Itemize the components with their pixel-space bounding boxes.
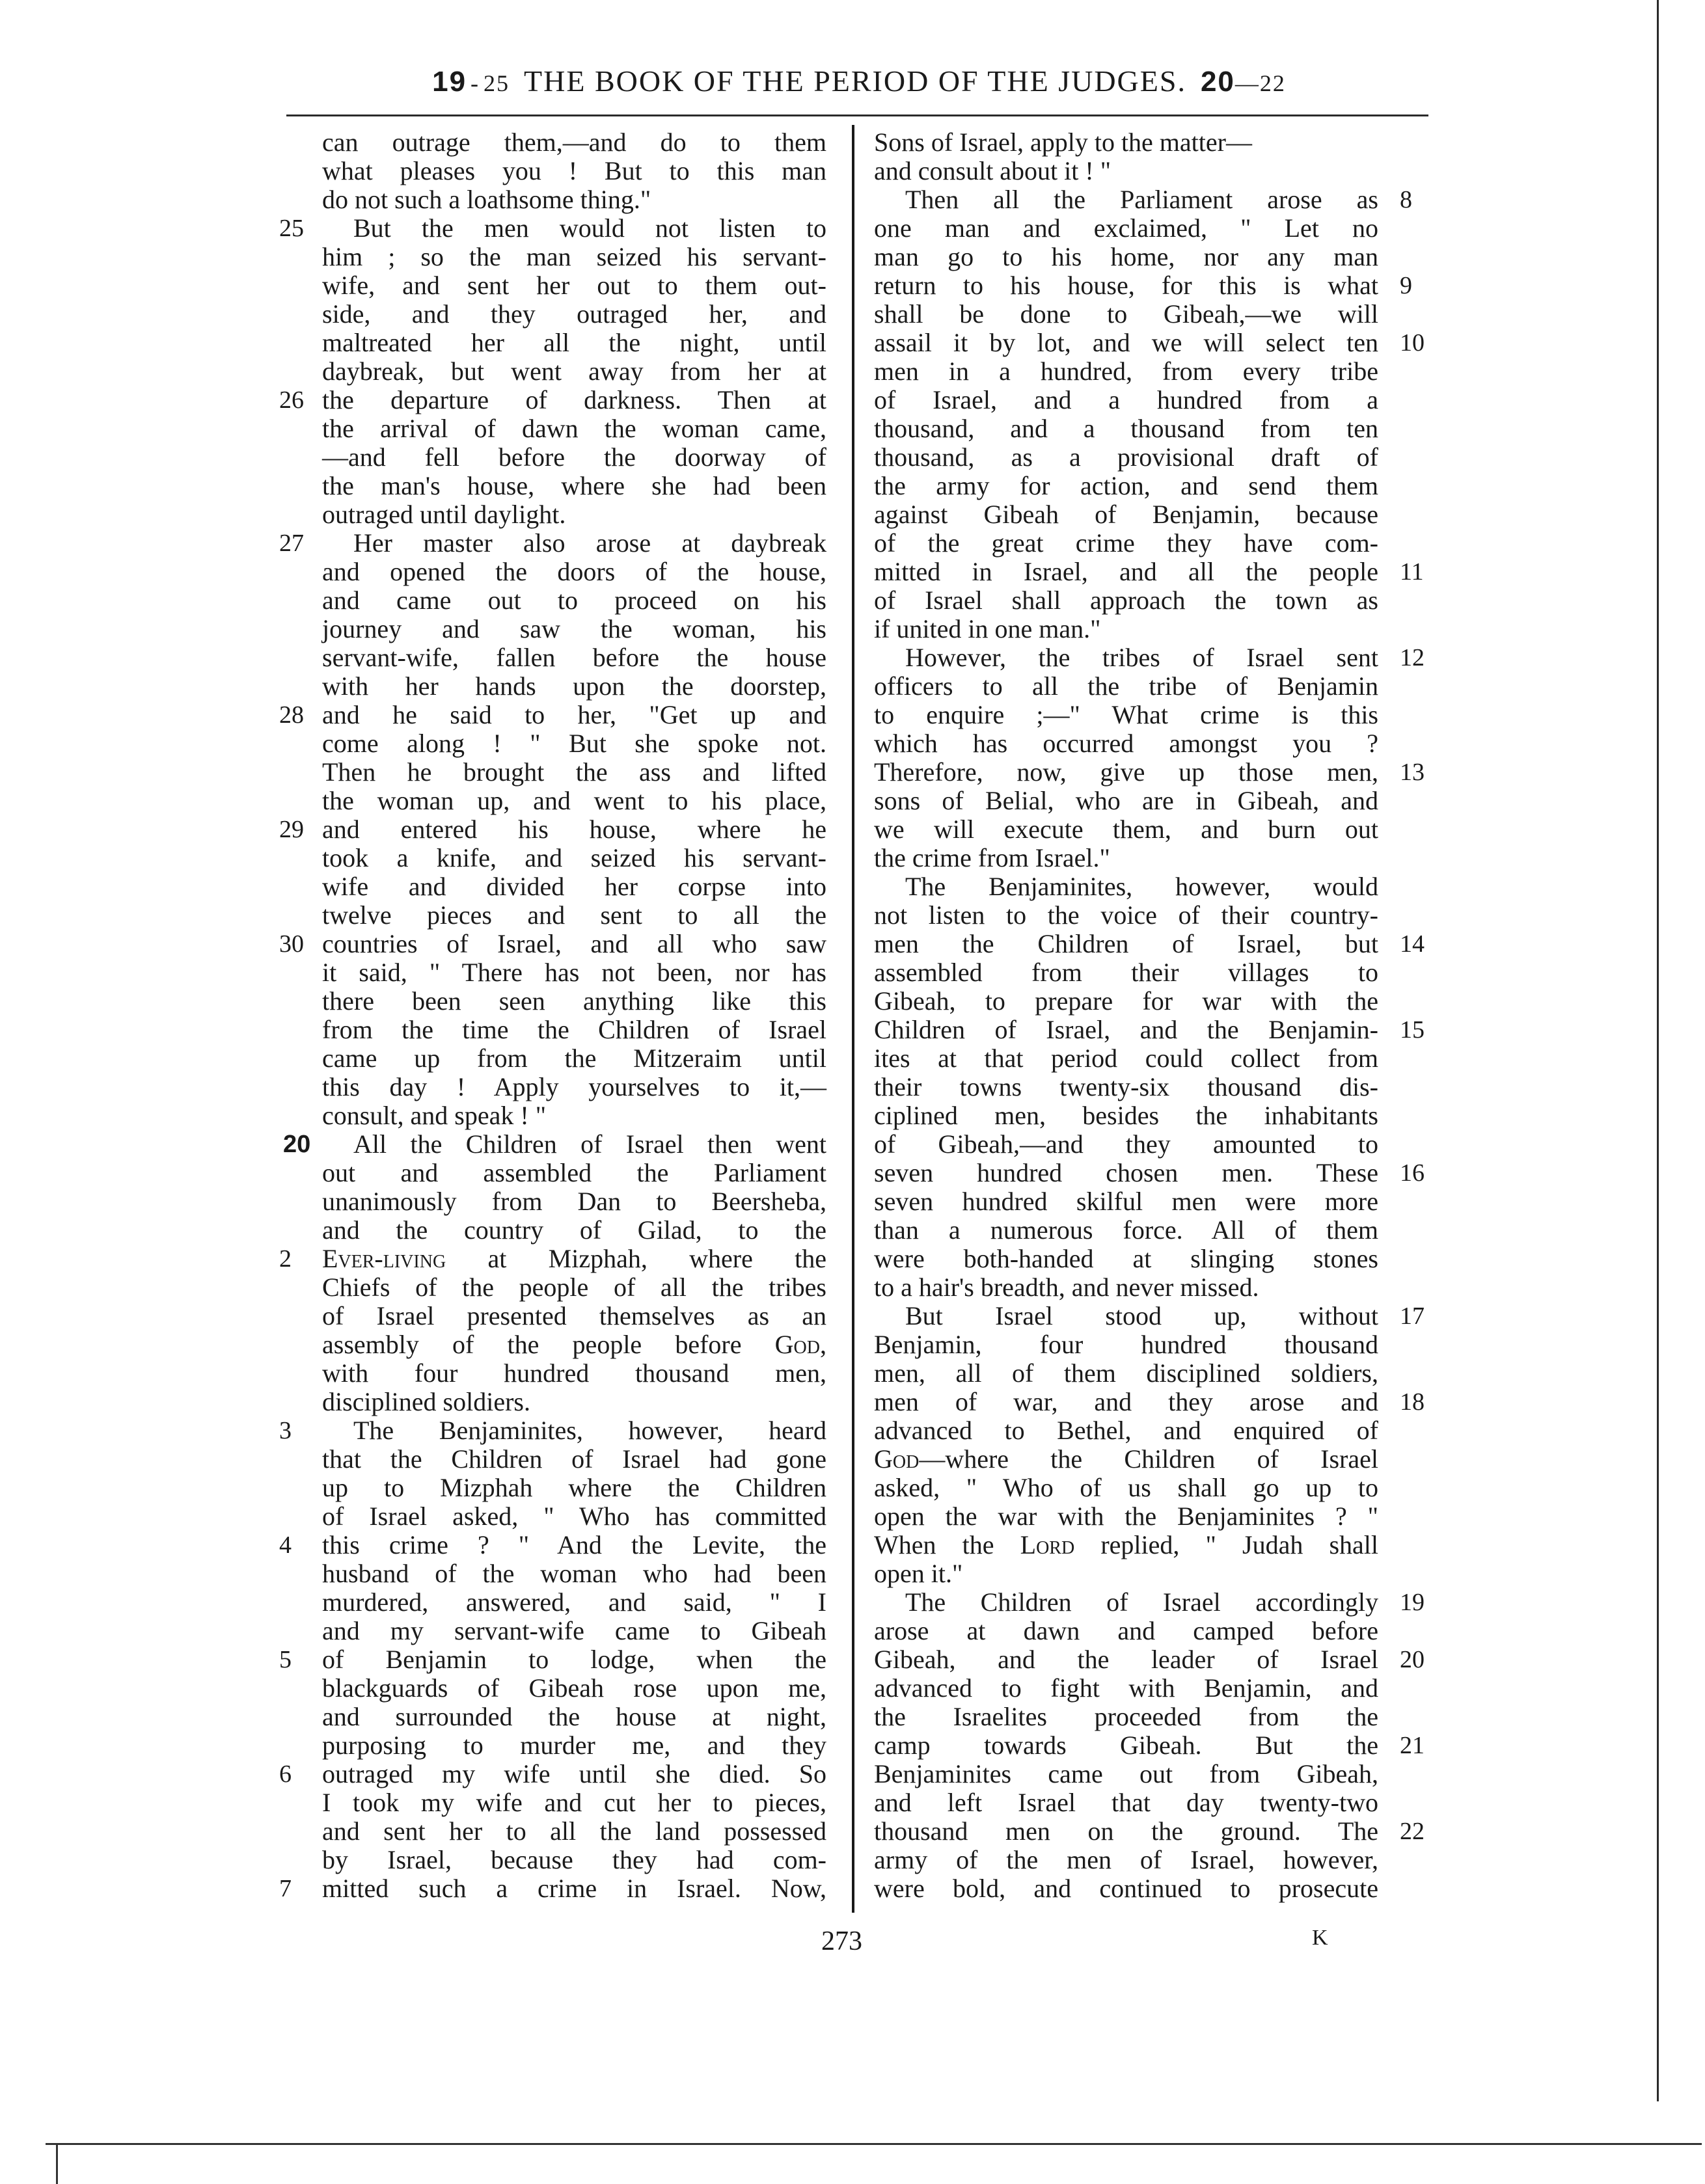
line-text: not listen to the voice of their country- xyxy=(874,900,1378,930)
line-text: advanced to Bethel, and enquired of xyxy=(874,1416,1378,1445)
text-line xyxy=(874,500,1378,529)
line-text: advanced to fight with Benjamin, and xyxy=(874,1673,1378,1703)
text-line xyxy=(874,1816,1425,1846)
text-line xyxy=(874,1559,1378,1588)
text-line xyxy=(874,1531,1378,1559)
line-text: However, the tribes of Israel sent xyxy=(905,643,1378,672)
text-line xyxy=(322,558,826,586)
header-end-verse: 22 xyxy=(1259,70,1286,96)
text-line xyxy=(322,987,826,1016)
text-line xyxy=(322,1388,826,1416)
line-text: and consult about it ! " xyxy=(874,156,1112,185)
line-text: and entered his house, where he xyxy=(322,815,826,844)
line-text: wife, and sent her out to them out- xyxy=(322,271,826,300)
text-line xyxy=(874,1216,1378,1245)
line-text: were both-handed at slinging stones xyxy=(874,1244,1378,1273)
text-line xyxy=(874,701,1378,729)
text-line xyxy=(279,815,826,844)
text-line xyxy=(322,729,826,758)
line-text: were bold, and continued to prosecute xyxy=(874,1874,1378,1903)
text-line xyxy=(874,1273,1378,1302)
text-line xyxy=(322,1187,826,1216)
text-line xyxy=(322,271,826,300)
line-text: to a hair's breadth, and never missed. xyxy=(874,1273,1259,1302)
text-line xyxy=(874,643,1425,672)
line-text: with her hands upon the doorstep, xyxy=(322,671,826,701)
line-text: of the great crime they have com- xyxy=(874,528,1378,558)
line-text: if united in one man." xyxy=(874,614,1101,643)
text-line xyxy=(874,1330,1378,1359)
text-line xyxy=(874,1387,1425,1416)
line-text: the departure of darkness. Then at xyxy=(322,385,826,414)
line-text: of Benjamin to lodge, when the xyxy=(322,1645,826,1674)
text-line xyxy=(874,157,1378,185)
text-line xyxy=(283,1129,826,1159)
text-line xyxy=(322,243,826,271)
text-line xyxy=(322,1101,826,1130)
line-text: do not such a loathsome thing." xyxy=(322,185,651,214)
line-text: Gibeah, to prepare for war with the xyxy=(874,986,1378,1016)
small-caps-word: God xyxy=(774,1330,820,1359)
line-text: side, and they outraged her, and xyxy=(322,299,826,329)
line-text: murdered, answered, and said, " I xyxy=(322,1587,826,1617)
header-rule xyxy=(286,115,1428,116)
text-line xyxy=(874,1846,1378,1874)
left-column xyxy=(279,128,826,1903)
line-text: All the Children of Israel then went xyxy=(353,1129,826,1159)
text-line xyxy=(322,787,826,815)
text-line xyxy=(874,729,1378,758)
scan-bottom-edge xyxy=(46,2143,1702,2145)
line-text: assembly of the people before xyxy=(322,1330,775,1359)
text-line xyxy=(279,1759,826,1788)
line-text: from the time the Children of Israel xyxy=(322,1015,826,1044)
text-line xyxy=(322,1073,826,1101)
verse-number: 26 xyxy=(279,386,304,414)
text-line xyxy=(322,1159,826,1187)
text-line xyxy=(874,185,1412,214)
line-text: assail it by lot, and we will select ten xyxy=(874,328,1378,357)
text-line xyxy=(874,357,1378,386)
line-text: and sent her to all the land possessed xyxy=(322,1816,826,1846)
line-text: men in a hundred, from every tribe xyxy=(874,357,1378,386)
small-caps-word: Lord xyxy=(1020,1530,1075,1559)
column-divider xyxy=(852,125,854,1913)
line-text: him ; so the man seized his servant- xyxy=(322,242,826,271)
line-text: open it." xyxy=(874,1559,963,1588)
header-start-verse: 25 xyxy=(484,70,510,96)
text-line xyxy=(322,157,826,185)
verse-number: 2 xyxy=(279,1245,292,1273)
text-line xyxy=(874,1158,1425,1187)
text-line xyxy=(322,443,826,472)
line-text: than a numerous force. All of them xyxy=(874,1215,1378,1245)
verse-number: 5 xyxy=(279,1646,292,1673)
text-line xyxy=(874,243,1378,271)
line-text: came up from the Mitzeraim until xyxy=(322,1044,826,1073)
text-line xyxy=(322,1044,826,1073)
text-line xyxy=(874,929,1425,958)
line-text: come along ! " But she spoke not. xyxy=(322,729,826,758)
text-line xyxy=(874,1760,1378,1788)
line-text: unanimously from Dan to Beersheba, xyxy=(322,1187,826,1216)
text-line xyxy=(322,1788,826,1817)
line-text: blackguards of Gibeah rose upon me, xyxy=(322,1673,826,1703)
line-text-rest: , xyxy=(820,1330,826,1359)
text-line xyxy=(322,958,826,987)
line-text: twelve pieces and sent to all the xyxy=(322,900,826,930)
line-text: of Israel, and a hundred from a xyxy=(874,385,1378,414)
text-line xyxy=(874,271,1412,300)
verse-number: 7 xyxy=(279,1875,292,1902)
text-line xyxy=(322,1846,826,1874)
line-text: and left Israel that day twenty-two xyxy=(874,1788,1378,1817)
line-text: consult, and speak ! " xyxy=(322,1101,547,1130)
text-line xyxy=(874,1044,1378,1073)
line-text: Her master also arose at daybreak xyxy=(353,528,826,558)
text-line xyxy=(322,1703,826,1731)
line-text: of Gibeah,—and they amounted to xyxy=(874,1129,1378,1159)
line-text: assembled from their villages to xyxy=(874,958,1378,987)
line-text: one man and exclaimed, " Let no xyxy=(874,213,1378,243)
text-line xyxy=(874,443,1378,472)
line-text: the Israelites proceeded from the xyxy=(874,1702,1378,1731)
line-text: daybreak, but went away from her at xyxy=(322,357,826,386)
line-text: and opened the doors of the house, xyxy=(322,557,826,586)
verse-number: 17 xyxy=(1400,1302,1425,1330)
line-text: the army for action, and send them xyxy=(874,471,1378,500)
text-line xyxy=(279,1645,826,1674)
line-text: by Israel, because they had com- xyxy=(322,1845,826,1874)
line-text: Then he brought the ass and lifted xyxy=(322,757,826,787)
text-line xyxy=(874,1130,1378,1159)
text-line xyxy=(874,1101,1378,1130)
line-text: there been seen anything like this xyxy=(322,986,826,1016)
line-text: seven hundred chosen men. These xyxy=(874,1158,1378,1187)
text-line xyxy=(874,529,1378,558)
verse-number: 8 xyxy=(1400,186,1412,213)
verse-number: 4 xyxy=(279,1531,292,1559)
line-text: But the men would not listen to xyxy=(353,213,826,243)
line-text: purposing to murder me, and they xyxy=(322,1731,826,1760)
text-line xyxy=(874,300,1378,329)
text-line xyxy=(874,872,1378,901)
line-text: of Israel presented themselves as an xyxy=(322,1301,826,1330)
text-line xyxy=(322,586,826,615)
line-text: Therefore, now, give up those men, xyxy=(874,757,1378,787)
text-line xyxy=(322,329,826,357)
line-text: husband of the woman who had been xyxy=(322,1559,826,1588)
line-text: it said, " There has not been, nor has xyxy=(322,958,826,987)
line-text: the crime from Israel." xyxy=(874,843,1110,872)
line-text: maltreated her all the night, until xyxy=(322,328,826,357)
text-line xyxy=(279,528,826,558)
line-text: men of war, and they arose and xyxy=(874,1387,1378,1416)
verse-number: 20 xyxy=(1400,1646,1425,1673)
line-text: thousand, and a thousand from ten xyxy=(874,414,1378,443)
line-text: thousand, as a provisional draft of xyxy=(874,442,1378,472)
scan-corner-tick xyxy=(56,2143,58,2184)
text-line xyxy=(322,615,826,643)
text-line xyxy=(322,1445,826,1474)
line-text: the man's house, where she had been xyxy=(322,471,826,500)
line-text: the woman up, and went to his place, xyxy=(322,786,826,815)
verse-number: 19 xyxy=(1400,1589,1425,1616)
text-line xyxy=(279,929,826,958)
text-line xyxy=(874,615,1378,643)
text-line xyxy=(322,500,826,529)
text-line xyxy=(279,1530,826,1559)
text-line xyxy=(874,987,1378,1016)
text-line xyxy=(874,1301,1425,1330)
line-text: The Benjaminites, however, heard xyxy=(353,1416,826,1445)
small-caps-word: God xyxy=(874,1444,920,1474)
line-text: outraged my wife until she died. So xyxy=(322,1759,826,1788)
text-line xyxy=(279,1416,826,1445)
text-line xyxy=(874,958,1378,987)
text-line xyxy=(322,672,826,701)
verse-number: 9 xyxy=(1400,272,1412,299)
text-line xyxy=(874,787,1378,815)
text-line xyxy=(322,128,826,157)
text-line xyxy=(322,1016,826,1044)
line-text: outraged until daylight. xyxy=(322,500,566,529)
verse-number: 29 xyxy=(279,816,304,843)
line-text: what pleases you ! But to this man xyxy=(322,156,826,185)
text-line xyxy=(874,672,1378,701)
text-line xyxy=(874,214,1378,243)
line-text: ciplined men, besides the inhabitants xyxy=(874,1101,1378,1130)
line-text: the arrival of dawn the woman came, xyxy=(322,414,826,443)
text-line xyxy=(874,757,1425,787)
line-text: their towns twenty-six thousand dis- xyxy=(874,1072,1378,1101)
line-text: which has occurred amongst you ? xyxy=(874,729,1378,758)
line-text-rest: at Mizphah, where the xyxy=(446,1244,826,1273)
text-line xyxy=(874,844,1378,872)
right-column xyxy=(874,128,1425,1903)
text-line xyxy=(874,472,1378,500)
line-text: shall be done to Gibeah,—we will xyxy=(874,299,1378,329)
header-title: THE BOOK OF THE PERIOD OF THE JUDGES. xyxy=(524,64,1186,98)
text-line xyxy=(279,213,826,243)
text-line xyxy=(322,1474,826,1502)
line-text: men the Children of Israel, but xyxy=(874,929,1378,958)
text-line xyxy=(279,1244,826,1273)
line-text-rest: —where the Children of Israel xyxy=(919,1444,1378,1474)
line-text: Then all the Parliament arose as xyxy=(905,185,1378,214)
text-line xyxy=(322,1359,826,1388)
header-end-sep: — xyxy=(1234,70,1260,96)
text-line xyxy=(874,414,1378,443)
text-line xyxy=(874,901,1378,930)
text-line xyxy=(874,1674,1378,1703)
page-edge-line xyxy=(1657,0,1659,2101)
verse-number: 12 xyxy=(1400,644,1425,671)
text-line xyxy=(322,414,826,443)
line-text: return to his house, for this is what xyxy=(874,271,1378,300)
text-line xyxy=(874,1617,1378,1645)
header-start-dash: - xyxy=(471,70,480,96)
text-line xyxy=(322,1674,826,1703)
line-text: officers to all the tribe of Benjamin xyxy=(874,671,1378,701)
text-line xyxy=(322,1502,826,1531)
running-header xyxy=(286,64,1432,111)
line-text: The Benjaminites, however, would xyxy=(905,872,1378,901)
text-line xyxy=(322,1559,826,1588)
line-text: this crime ? " And the Levite, the xyxy=(322,1530,826,1559)
line-text: asked, " Who of us shall go up to xyxy=(874,1473,1378,1502)
verse-number: 16 xyxy=(1400,1159,1425,1187)
text-line xyxy=(322,1302,826,1330)
verse-number: 28 xyxy=(279,701,304,729)
text-line xyxy=(874,128,1378,157)
header-start-chapter: 19 xyxy=(432,66,467,98)
line-text: we will execute them, and burn out xyxy=(874,815,1378,844)
line-text: men, all of them disciplined soldiers, xyxy=(874,1358,1378,1388)
verse-number: 14 xyxy=(1400,930,1425,958)
text-line xyxy=(322,1273,826,1302)
line-text: ites at that period could collect from xyxy=(874,1044,1378,1073)
verse-number: 27 xyxy=(279,530,304,557)
text-line xyxy=(874,1015,1425,1044)
line-text: Benjamin, four hundred thousand xyxy=(874,1330,1378,1359)
text-line xyxy=(322,1216,826,1245)
text-line xyxy=(874,1245,1378,1273)
line-text: and the country of Gilad, to the xyxy=(322,1215,826,1245)
line-text: Gibeah, and the leader of Israel xyxy=(874,1645,1378,1674)
line-text: sons of Belial, who are in Gibeah, and xyxy=(874,786,1378,815)
line-text: took a knife, and seized his servant- xyxy=(322,843,826,872)
chapter-number: 20 xyxy=(283,1131,311,1158)
verse-number: 30 xyxy=(279,930,304,958)
line-text: —and fell before the doorway of xyxy=(322,442,826,472)
verse-number: 6 xyxy=(279,1760,292,1788)
text-line xyxy=(279,385,826,414)
line-text: countries of Israel, and all who saw xyxy=(322,929,826,958)
verse-number: 22 xyxy=(1400,1818,1425,1845)
text-line xyxy=(874,1874,1378,1903)
verse-number: 11 xyxy=(1400,558,1424,586)
text-line xyxy=(874,386,1378,414)
text-line xyxy=(874,1788,1378,1817)
text-line xyxy=(322,472,826,500)
line-text: thousand men on the ground. The xyxy=(874,1816,1378,1846)
line-text: mitted such a crime in Israel. Now, xyxy=(322,1874,826,1903)
text-line xyxy=(874,1587,1425,1617)
text-line xyxy=(322,844,826,872)
line-text-rest: replied, " Judah shall xyxy=(1074,1530,1379,1559)
line-text: The Children of Israel accordingly xyxy=(905,1587,1378,1617)
page-number: 273 xyxy=(821,1926,862,1956)
text-line xyxy=(874,1474,1378,1502)
text-line xyxy=(322,1588,826,1617)
header-end-chapter: 20 xyxy=(1200,66,1235,98)
text-line xyxy=(874,1416,1378,1445)
line-text: Sons of Israel, apply to the matter— xyxy=(874,128,1252,157)
line-text: of Israel asked, " Who has committed xyxy=(322,1502,826,1531)
text-line xyxy=(874,815,1378,844)
line-text: wife and divided her corpse into xyxy=(322,872,826,901)
line-text: against Gibeah of Benjamin, because xyxy=(874,500,1378,529)
line-text: to enquire ;—" What crime is this xyxy=(874,700,1378,729)
line-text: When the xyxy=(874,1530,1020,1559)
text-line xyxy=(322,872,826,901)
line-text: mitted in Israel, and all the people xyxy=(874,557,1378,586)
verse-number: 18 xyxy=(1400,1388,1425,1416)
text-line xyxy=(322,1817,826,1846)
line-text: disciplined soldiers. xyxy=(322,1387,530,1416)
line-text: with four hundred thousand men, xyxy=(322,1358,826,1388)
text-line xyxy=(322,643,826,672)
verse-number: 3 xyxy=(279,1417,292,1444)
text-line xyxy=(322,1330,826,1359)
line-text: servant-wife, fallen before the house xyxy=(322,643,826,672)
line-text: army of the men of Israel, however, xyxy=(874,1845,1378,1874)
verse-number: 15 xyxy=(1400,1016,1425,1044)
line-text: man go to his home, nor any man xyxy=(874,242,1378,271)
text-line xyxy=(322,1617,826,1645)
line-text: open the war with the Benjaminites ? " xyxy=(874,1502,1378,1531)
line-text: can outrage them,—and do to them xyxy=(322,128,826,157)
verse-number: 10 xyxy=(1400,329,1425,357)
text-line xyxy=(279,1874,826,1903)
text-line xyxy=(874,328,1425,357)
text-line xyxy=(874,586,1378,615)
text-line xyxy=(322,901,826,930)
text-line xyxy=(874,1502,1378,1531)
line-text: camp towards Gibeah. But the xyxy=(874,1731,1378,1760)
line-text: out and assembled the Parliament xyxy=(322,1158,826,1187)
text-line xyxy=(874,1187,1378,1216)
verse-number: 25 xyxy=(279,215,304,242)
text-line xyxy=(874,557,1424,586)
line-text: and he said to her, "Get up and xyxy=(322,700,826,729)
line-text: arose at dawn and camped before xyxy=(874,1616,1378,1645)
text-line xyxy=(874,1731,1425,1760)
line-text: Benjaminites came out from Gibeah, xyxy=(874,1759,1378,1788)
small-caps-word: Ever-living xyxy=(322,1244,446,1273)
text-line xyxy=(322,300,826,329)
text-line xyxy=(322,758,826,787)
line-text: journey and saw the woman, his xyxy=(322,614,826,643)
line-text: I took my wife and cut her to pieces, xyxy=(322,1788,826,1817)
line-text: But Israel stood up, without xyxy=(905,1301,1378,1330)
line-text: that the Children of Israel had gone xyxy=(322,1444,826,1474)
text-line xyxy=(874,1073,1378,1101)
line-text: of Israel shall approach the town as xyxy=(874,586,1378,615)
text-line xyxy=(874,1359,1378,1388)
line-text: Children of Israel, and the Benjamin- xyxy=(874,1015,1378,1044)
line-text: Chiefs of the people of all the tribes xyxy=(322,1273,826,1302)
line-text: and my servant-wife came to Gibeah xyxy=(322,1616,826,1645)
verse-number: 21 xyxy=(1400,1732,1425,1759)
text-line xyxy=(322,1731,826,1760)
line-text: this day ! Apply yourselves to it,— xyxy=(322,1072,826,1101)
text-line xyxy=(322,357,826,386)
verse-number: 13 xyxy=(1400,759,1425,786)
line-text: up to Mizphah where the Children xyxy=(322,1473,826,1502)
text-line xyxy=(874,1645,1425,1674)
text-line xyxy=(874,1703,1378,1731)
text-line xyxy=(279,700,826,729)
text-line xyxy=(322,185,826,214)
line-text: and surrounded the house at night, xyxy=(322,1702,826,1731)
line-text: and came out to proceed on his xyxy=(322,586,826,615)
text-line xyxy=(874,1445,1378,1474)
line-text: seven hundred skilful men were more xyxy=(874,1187,1378,1216)
signature-mark: K xyxy=(1312,1926,1328,1950)
